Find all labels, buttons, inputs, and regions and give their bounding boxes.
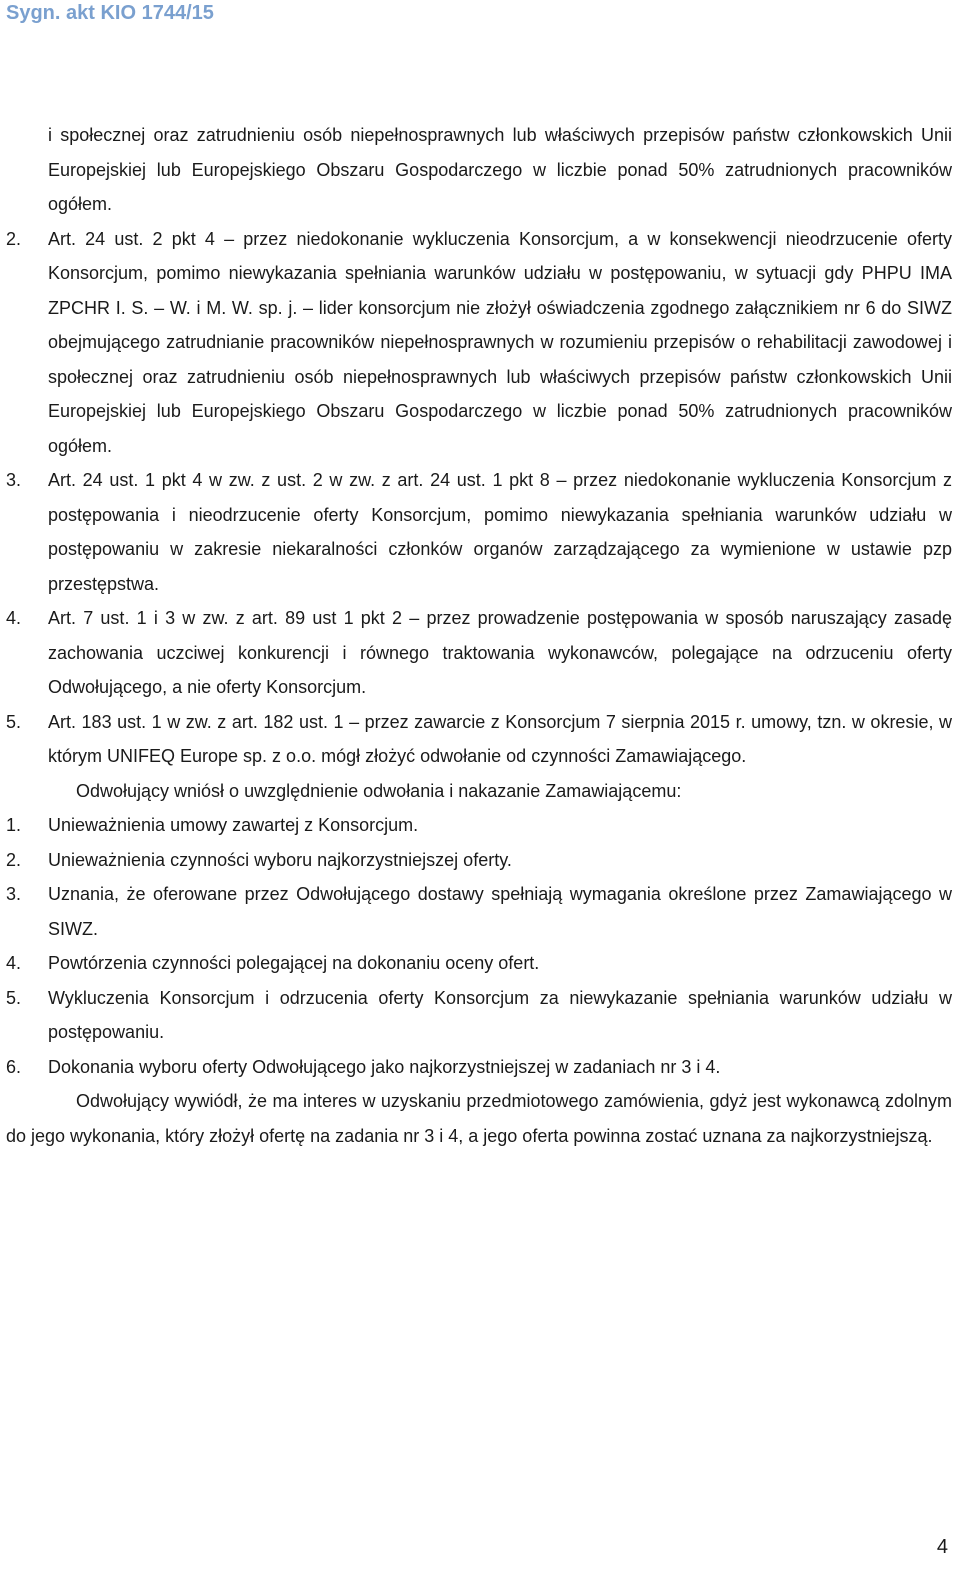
charge-item xyxy=(0,463,952,601)
page-number: 4 xyxy=(936,1536,948,1558)
charge-item xyxy=(0,601,952,705)
charges-list xyxy=(0,222,952,774)
request-item xyxy=(0,877,952,946)
request-item xyxy=(0,808,952,843)
charge-number: 5. xyxy=(6,711,22,732)
closing-paragraph: Odwołujący wywiódł, że ma interes w uzyskaniu przedmiotowego zamówienia, gdyż jest wykonawcą zdolnym do jego wykonania, który złożył ofertę na zadania nr 3 i 4, a jego oferta powinna zostać uznana za najkorzystniejszą. xyxy=(6,1091,952,1146)
charge-text: Art. 7 ust. 1 i 3 w zw. z art. 89 ust 1 pkt 2 – przez prowadzenie postępowania w sposób naruszający zasadę zachowania uczciwej konkurencji i równego traktowania wykonawców, polegające na odrzuceniu oferty Odwołującego, a nie oferty Konsorcjum. xyxy=(48,608,952,697)
charge-item xyxy=(0,222,952,464)
request-text: Unieważnienia umowy zawartej z Konsorcjum. xyxy=(48,815,419,835)
request-number: 4. xyxy=(6,953,22,973)
request-text: Unieważnienia czynności wyboru najkorzystniejszej oferty. xyxy=(48,849,512,870)
document-body xyxy=(0,118,952,1153)
request-text: Dokonania wyboru oferty Odwołującego jako najkorzystniejszej w zadaniach nr 3 i 4. xyxy=(48,1056,721,1077)
charge-number: 4. xyxy=(6,608,22,628)
requests-list xyxy=(0,808,952,1084)
charge-text: Art. 183 ust. 1 w zw. z art. 182 ust. 1 – przez zawarcie z Konsorcjum 7 sierpnia 2015 r. umowy, tzn. w okresie, w którym UNIFEQ Europe sp. z o.o. mógł złożyć odwołanie od czynności Zamawiającego. xyxy=(48,711,952,766)
request-item xyxy=(0,1050,952,1085)
charge-text: Art. 24 ust. 1 pkt 4 w zw. z ust. 2 w zw. z art. 24 ust. 1 pkt 8 – przez niedokonanie wykluczenia Konsorcjum z postępowania i nieodrzucenie oferty Konsorcjum, pomimo niewykazania spełniania warunków udziału w postępowaniu w zakresie niekaralności członków organów zarządzającego za wymienione w ustawie pzp przestępstwa. xyxy=(48,470,952,594)
request-number: 6. xyxy=(6,1056,22,1077)
requests-intro: Odwołujący wniósł o uwzględnienie odwołania i nakazanie Zamawiającemu: xyxy=(76,780,682,801)
request-number: 1. xyxy=(6,815,22,835)
charge-item xyxy=(0,705,952,774)
request-text: Uznania, że oferowane przez Odwołującego dostawy spełniają wymagania określone przez Zamawiającego w SIWZ. xyxy=(48,884,952,939)
continuation-paragraph: i społecznej oraz zatrudnieniu osób niepełnosprawnych lub właściwych przepisów państw członkowskich Unii Europejskiej lub Europejskiego Obszaru Gospodarczego w liczbie ponad 50% zatrudnionych pracowników ogółem. xyxy=(48,125,952,214)
request-item xyxy=(0,946,952,981)
request-number: 5. xyxy=(6,987,22,1008)
charge-number: 2. xyxy=(6,228,22,249)
request-number: 2. xyxy=(6,849,22,870)
charge-text: Art. 24 ust. 2 pkt 4 – przez niedokonanie wykluczenia Konsorcjum, a w konsekwencji nieodrzucenie oferty Konsorcjum, pomimo niewykazania spełniania warunków udziału w postępowaniu, w sytuacji gdy PHPU IMA ZPCHR I. S. – W. i M. W. sp. j. – lider konsorcjum nie złożył oświadczenia zgodnego załącznikiem nr 6 do SIWZ obejmującego zatrudnianie pracowników niepełnosprawnych w rozumieniu przepisów o rehabilitacji zawodowej i społecznej oraz zatrudnieniu osób niepełnosprawnych lub właściwych przepisów państw członkowskich Unii Europejskiej lub Europejskiego Obszaru Gospodarczego w liczbie ponad 50% zatrudnionych pracowników ogółem. xyxy=(48,228,952,456)
request-text: Wykluczenia Konsorcjum i odrzucenia oferty Konsorcjum za niewykazanie spełniania warunków udziału w postępowaniu. xyxy=(48,987,952,1042)
request-item xyxy=(0,981,952,1050)
document-reference: Sygn. akt KIO 1744/15 xyxy=(6,2,214,24)
request-number: 3. xyxy=(6,884,22,904)
charge-number: 3. xyxy=(6,470,22,490)
request-text: Powtórzenia czynności polegającej na dokonaniu oceny ofert. xyxy=(48,953,540,973)
request-item xyxy=(0,843,952,878)
